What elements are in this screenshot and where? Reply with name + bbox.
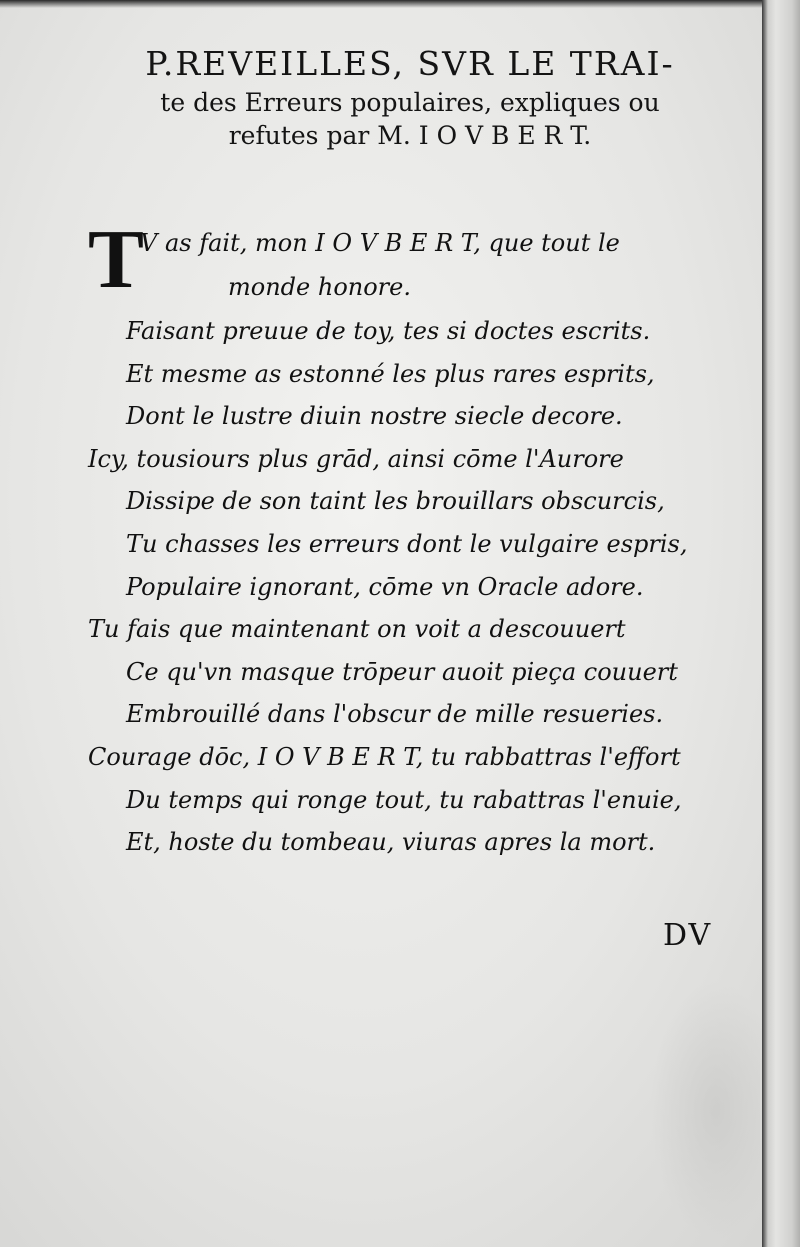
poem-line-1-continued: monde honore. xyxy=(228,273,411,301)
poem-line: Embrouillé dans l'obscur de mille resueries. xyxy=(126,700,664,729)
poem-line: Dissipe de son taint les brouillars obscurcis, xyxy=(126,487,665,516)
page-heading xyxy=(70,42,750,152)
drop-cap: T xyxy=(88,213,145,306)
poem-line: Faisant preuue de toy, tes si doctes escrits. xyxy=(126,317,651,345)
poem-line: Tu chasses les erreurs dont le vulgaire espris, xyxy=(126,529,688,558)
poem-line: Et, hoste du tombeau, viuras apres la mort. xyxy=(126,828,656,857)
heading-line-2: te des Erreurs populaires, expliques ou xyxy=(160,88,660,117)
poem-line-1: V as fait, mon I O V B E R T, que tout le xyxy=(140,229,620,257)
poem-line: Ce qu'vn masque trōpeur auoit pieça couuert xyxy=(126,657,678,686)
poem-line: Populaire ignorant, cōme vn Oracle adore. xyxy=(126,572,644,601)
sonnet xyxy=(88,213,768,864)
opening-lines xyxy=(88,213,768,310)
poem-line: Courage dōc, I O V B E R T, tu rabbattras l'effort xyxy=(88,742,681,771)
page-top-shadow xyxy=(0,0,800,8)
catchword: DV xyxy=(663,918,713,953)
poem-line: Tu fais que maintenant on voit a descouuert xyxy=(88,615,626,644)
poem-line: Et mesme as estonné les plus rares esprits, xyxy=(126,359,655,388)
heading-line-3: refutes par M. I O V B E R T. xyxy=(228,121,592,150)
poem-line: Icy, tousiours plus grād, ainsi cōme l'Aurore xyxy=(88,444,624,473)
heading-line-1: P.REVEILLES, SVR LE TRAI- xyxy=(145,44,675,83)
poem-line: Dont le lustre diuin nostre siecle decore. xyxy=(126,402,623,431)
poem-line: Du temps qui ronge tout, tu rabattras l'enuie, xyxy=(126,785,682,814)
paper-stain xyxy=(650,980,760,1240)
